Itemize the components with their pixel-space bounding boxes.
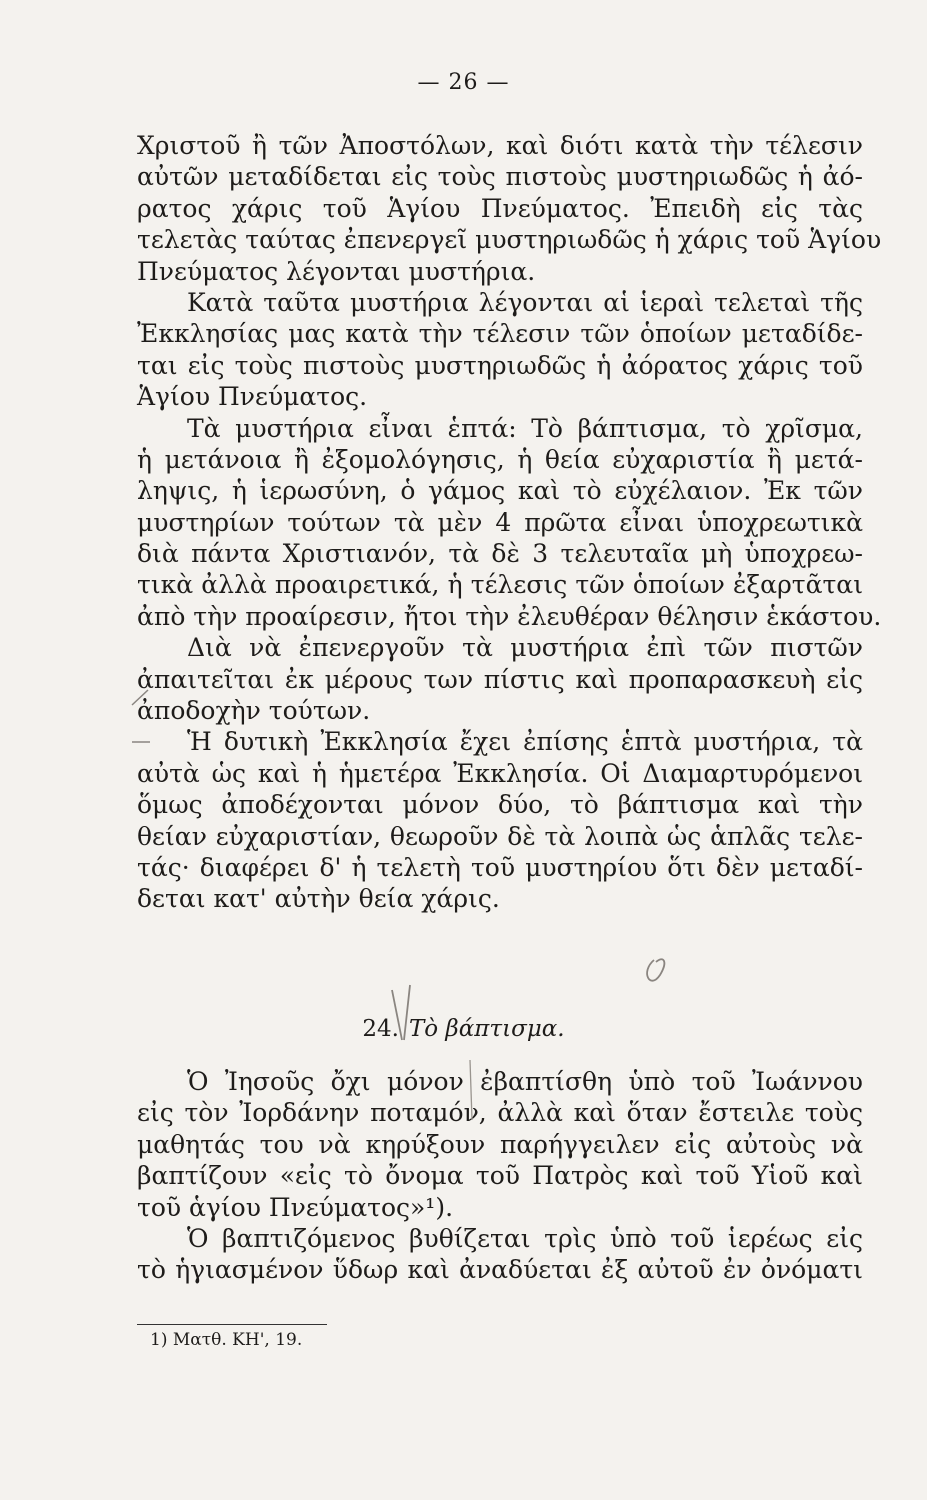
text-line: Διὰ νὰ ἐπενεργοῦν τὰ μυστήρια ἐπὶ τῶν πιστῶν <box>187 633 863 663</box>
text-line: ἀπαιτεῖται ἐκ μέρους των πίστις καὶ προπαρασκευὴ εἰς <box>137 664 863 694</box>
text-line: Τὰ μυστήρια εἶναι ἑπτά: Τὸ βάπτισμα, τὸ χρῖσμα, <box>187 413 863 443</box>
text-line: βαπτίζουν «εἰς τὸ ὄνομα τοῦ Πατρὸς καὶ τοῦ Υἱοῦ καὶ <box>137 1161 863 1191</box>
section-title: Τὸ βάπτισμα. <box>408 1016 565 1042</box>
text-line: μυστηρίων τούτων τὰ μὲν 4 πρῶτα εἶναι ὑποχρεωτικὰ <box>137 507 863 537</box>
text-line: ἡ μετάνοια ἢ ἐξομολόγησις, ἡ θεία εὐχαριστία ἢ μετά- <box>137 444 863 474</box>
text-line: μαθητάς του νὰ κηρύξουν παρήγγειλεν εἰς αὐτοὺς νὰ <box>137 1129 863 1159</box>
text-line: ρατος χάρις τοῦ Ἁγίου Πνεύματος. Ἐπειδὴ εἰς τὰς <box>137 193 863 223</box>
text-line: Ἁγίου Πνεύματος. <box>137 382 368 412</box>
text-block-section <box>137 1066 863 1286</box>
text-line: αὐτὰ ὡς καὶ ἡ ἡμετέρα Ἐκκλησία. Οἱ Διαμαρτυρόμενοι <box>137 758 863 788</box>
footnote: 1) Ματθ. ΚΗ', 19. <box>150 1330 303 1350</box>
text-line: Κατὰ ταῦτα μυστήρια λέγονται αἱ ἱεραὶ τελεταὶ τῆς <box>187 287 863 317</box>
pencil-stroke <box>647 959 664 980</box>
text-line: Ἡ δυτικὴ Ἐκκλησία ἔχει ἐπίσης ἑπτὰ μυστήρια, τὰ <box>187 727 863 757</box>
text-line: τελετὰς ταύτας ἐπενεργεῖ μυστηριωδῶς ἡ χάρις τοῦ Ἁγίου <box>137 225 882 255</box>
text-line: εἰς τὸν Ἰορδάνην ποταμόν, ἀλλὰ καὶ ὅταν ἔστειλε τοὺς <box>137 1098 863 1128</box>
text-line: ται εἰς τοὺς πιστοὺς μυστηριωδῶς ἡ ἀόρατος χάρις τοῦ <box>137 350 863 380</box>
text-line: Ὁ βαπτιζόμενος βυθίζεται τρὶς ὑπὸ τοῦ ἱερέως εἰς <box>187 1223 863 1253</box>
page-number: — 26 — <box>417 70 510 95</box>
text-line: Ἐκκλησίας μας κατὰ τὴν τέλεσιν τῶν ὁποίων μεταδίδε- <box>137 319 863 349</box>
text-block-main <box>137 130 882 915</box>
text-line: τὸ ἡγιασμένον ὕδωρ καὶ ἀναδύεται ἐξ αὐτοῦ ἐν ὀνόματι <box>137 1255 863 1285</box>
section-heading <box>0 1016 927 1042</box>
text-line: τάς· διαφέρει δ' ἡ τελετὴ τοῦ μυστηρίου ὅτι δὲν μεταδί- <box>137 852 863 882</box>
text-line: ὅμως ἀποδέχονται μόνον δύο, τὸ βάπτισμα καὶ τὴν <box>137 790 863 820</box>
text-line: Ὁ Ἰησοῦς ὄχι μόνον ἐβαπτίσθη ὑπὸ τοῦ Ἰωάννου <box>187 1067 863 1096</box>
section-number: 24. <box>362 1016 399 1042</box>
text-line: τοῦ ἁγίου Πνεύματος»¹). <box>137 1192 454 1222</box>
text-line: Χριστοῦ ἢ τῶν Ἀποστόλων, καὶ διότι κατὰ τὴν τέλεσιν <box>137 131 863 160</box>
footnote-rule <box>137 1324 327 1325</box>
text-line: ἀπὸ τὴν προαίρεσιν, ἤτοι τὴν ἐλευθέραν θέλησιν ἑκάστου. <box>137 601 882 631</box>
text-line: διὰ πάντα Χριστιανόν, τὰ δὲ 3 τελευταῖα μὴ ὑποχρεω- <box>137 539 863 569</box>
text-line: ληψις, ἡ ἱερωσύνη, ὁ γάμος καὶ τὸ εὐχέλαιον. Ἐκ τῶν <box>137 476 863 506</box>
text-line: δεται κατ' αὐτὴν θεία χάρις. <box>137 884 500 914</box>
text-line: ἀποδοχὴν τούτων. <box>137 696 371 726</box>
text-line: θείαν εὐχαριστίαν, θεωροῦν δὲ τὰ λοιπὰ ὡς ἁπλᾶς τελε- <box>137 821 863 851</box>
text-line: τικὰ ἀλλὰ προαιρετικά, ἡ τέλεσις τῶν ὁποίων ἐξαρτᾶται <box>137 570 863 600</box>
text-line: αὐτῶν μεταδίδεται εἰς τοὺς πιστοὺς μυστηριωδῶς ἡ ἀό- <box>137 162 863 192</box>
text-line: Πνεύματος λέγονται μυστήρια. <box>137 256 536 286</box>
